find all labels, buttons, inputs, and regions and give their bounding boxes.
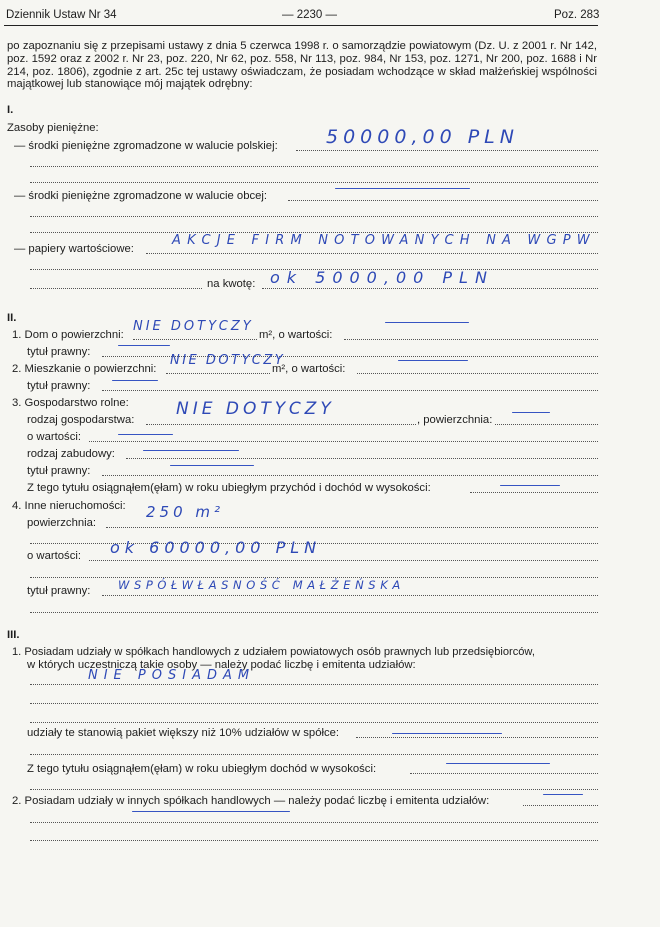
- farm-area-label: , powierzchnia:: [417, 414, 493, 426]
- farm-type-field[interactable]: [146, 424, 416, 425]
- header-rule: [4, 25, 598, 26]
- polish-currency-continuation[interactable]: [30, 182, 598, 183]
- shares-income-field[interactable]: [410, 773, 598, 774]
- strike-line: [543, 794, 583, 795]
- section-1-heading: I.: [7, 104, 14, 116]
- intro-paragraph: po zapoznaniu się z przepisami ustawy z dnia 5 czerwca 1998 r. o samorządzie powiatowym (Dz. U. z 2001 r. Nr 142, poz. 1592 oraz z 2002 r. Nr 23, poz. 220, Nr 62, poz. 558, Nr 113, poz. 984, Nr 153, poz. 1271, Nr 200, poz. 1688 i Nr 214, poz. 1806), zgodnie z art. 25c tej ustawy oświadczam, że posiadam wchodzące w skład małżeńskiej wspólności majątkowej lub stanowiące mój majątek odrębny:: [7, 40, 597, 91]
- house-unit-label: m², o wartości:: [259, 329, 333, 341]
- house-area-field[interactable]: [133, 339, 257, 340]
- farm-type-value: NIE DOTYCZY: [176, 399, 335, 419]
- other-area-value: 250 m²: [146, 503, 225, 521]
- farm-type-label: rodzaj gospodarstwa:: [27, 414, 135, 426]
- securities-value: AKCJE FIRM NOTOWANYCH NA WGPW: [172, 233, 596, 248]
- flat-title-field[interactable]: [102, 390, 598, 391]
- amount-value: ok 5000,00 PLN: [270, 268, 494, 287]
- farm-title-label: tytuł prawny:: [27, 465, 91, 477]
- stake-label: udziały te stanowią pakiet większy niż 10% udziałów w spółce:: [27, 727, 340, 739]
- securities-label: — papiery wartościowe:: [14, 243, 134, 255]
- shares-field[interactable]: [30, 703, 598, 704]
- other-value-label: o wartości:: [27, 550, 81, 562]
- flat-unit-label: m², o wartości:: [272, 363, 346, 375]
- strike-line: [335, 188, 470, 189]
- securities-field[interactable]: [146, 253, 598, 254]
- polish-currency-value: 50000,00 PLN: [326, 126, 519, 148]
- other-title-continuation[interactable]: [30, 612, 598, 613]
- flat-value-field[interactable]: [357, 373, 598, 374]
- shares-label-continued: w których uczestniczą takie osoby — należy podać liczbę i emitenta udziałów:: [27, 659, 416, 671]
- house-title-label: tytuł prawny:: [27, 346, 91, 358]
- house-value: NIE DOTYCZY: [133, 319, 254, 334]
- strike-line: [118, 434, 173, 435]
- flat-area-field[interactable]: [166, 373, 270, 374]
- foreign-currency-label: — środki pieniężne zgromadzone w walucie obcej:: [14, 190, 268, 202]
- flat-value: NIE DOTYCZY: [170, 353, 286, 368]
- stake-field[interactable]: [356, 737, 598, 738]
- other-value-value: ok 60000,00 PLN: [110, 538, 322, 557]
- farm-income-field[interactable]: [470, 492, 598, 493]
- shares-field[interactable]: [30, 684, 598, 685]
- other-title-value: WSPÓŁWŁASNOŚĆ MAŁŻEŃSKA: [118, 578, 405, 592]
- farm-buildings-label: rodzaj zabudowy:: [27, 448, 115, 460]
- farm-label: 3. Gospodarstwo rolne:: [12, 397, 129, 409]
- other-area-label: powierzchnia:: [27, 517, 97, 529]
- amount-field[interactable]: [262, 288, 598, 289]
- other-shares-label: 2. Posiadam udziały w innych spółkach handlowych — należy podać liczbę i emitenta udziałów:: [12, 795, 490, 807]
- flat-label: 2. Mieszkanie o powierzchni:: [12, 363, 157, 375]
- polish-currency-field[interactable]: [296, 150, 598, 151]
- amount-label: na kwotę:: [207, 278, 256, 290]
- strike-line: [398, 360, 468, 361]
- house-value-field[interactable]: [344, 339, 598, 340]
- journal-title: Dziennik Ustaw Nr 34: [6, 9, 117, 21]
- farm-value-label: o wartości:: [27, 431, 81, 443]
- shares-label: 1. Posiadam udziały w spółkach handlowych z udziałem powiatowych osób prawnych lub przedsiębiorców,: [12, 646, 535, 658]
- foreign-currency-field[interactable]: [288, 200, 598, 201]
- other-value-field[interactable]: [89, 560, 598, 561]
- stake-continuation[interactable]: [30, 754, 598, 755]
- polish-currency-continuation[interactable]: [30, 166, 598, 167]
- polish-currency-label: — środki pieniężne zgromadzone w walucie polskiej:: [14, 140, 278, 152]
- other-shares-continuation[interactable]: [30, 840, 598, 841]
- strike-line: [500, 485, 560, 486]
- farm-income-label: Z tego tytułu osiągnąłem(ęłam) w roku ubiegłym przychód i dochód w wysokości:: [27, 482, 431, 494]
- page-number: — 2230 —: [282, 9, 337, 21]
- securities-continuation[interactable]: [30, 288, 202, 289]
- section-2-heading: II.: [7, 312, 17, 324]
- shares-income-label: Z tego tytułu osiągnąłem(ęłam) w roku ubiegłym dochód w wysokości:: [27, 763, 377, 775]
- strike-line: [132, 811, 290, 812]
- strike-line: [112, 380, 158, 381]
- other-area-field[interactable]: [106, 527, 598, 528]
- strike-line: [118, 345, 170, 346]
- farm-area-field[interactable]: [495, 424, 598, 425]
- strike-line: [170, 465, 254, 466]
- other-shares-field[interactable]: [523, 805, 598, 806]
- cash-resources-label: Zasoby pieniężne:: [7, 122, 99, 134]
- position-number: Poz. 283: [554, 9, 600, 21]
- strike-line: [512, 412, 550, 413]
- other-property-label: 4. Inne nieruchomości:: [12, 500, 126, 512]
- house-label: 1. Dom o powierzchni:: [12, 329, 124, 341]
- other-title-label: tytuł prawny:: [27, 585, 91, 597]
- strike-line: [392, 733, 502, 734]
- other-title-field[interactable]: [102, 595, 598, 596]
- foreign-currency-continuation[interactable]: [30, 216, 598, 217]
- farm-value-field[interactable]: [89, 441, 598, 442]
- shares-value: NIE POSIADAM: [88, 668, 256, 683]
- strike-line: [143, 450, 239, 451]
- shares-income-continuation[interactable]: [30, 789, 598, 790]
- flat-title-label: tytuł prawny:: [27, 380, 91, 392]
- shares-field[interactable]: [30, 722, 598, 723]
- strike-line: [446, 763, 550, 764]
- section-3-heading: III.: [7, 629, 20, 641]
- strike-line: [385, 322, 469, 323]
- other-shares-continuation[interactable]: [30, 822, 598, 823]
- farm-title-field[interactable]: [102, 475, 598, 476]
- farm-buildings-field[interactable]: [126, 458, 598, 459]
